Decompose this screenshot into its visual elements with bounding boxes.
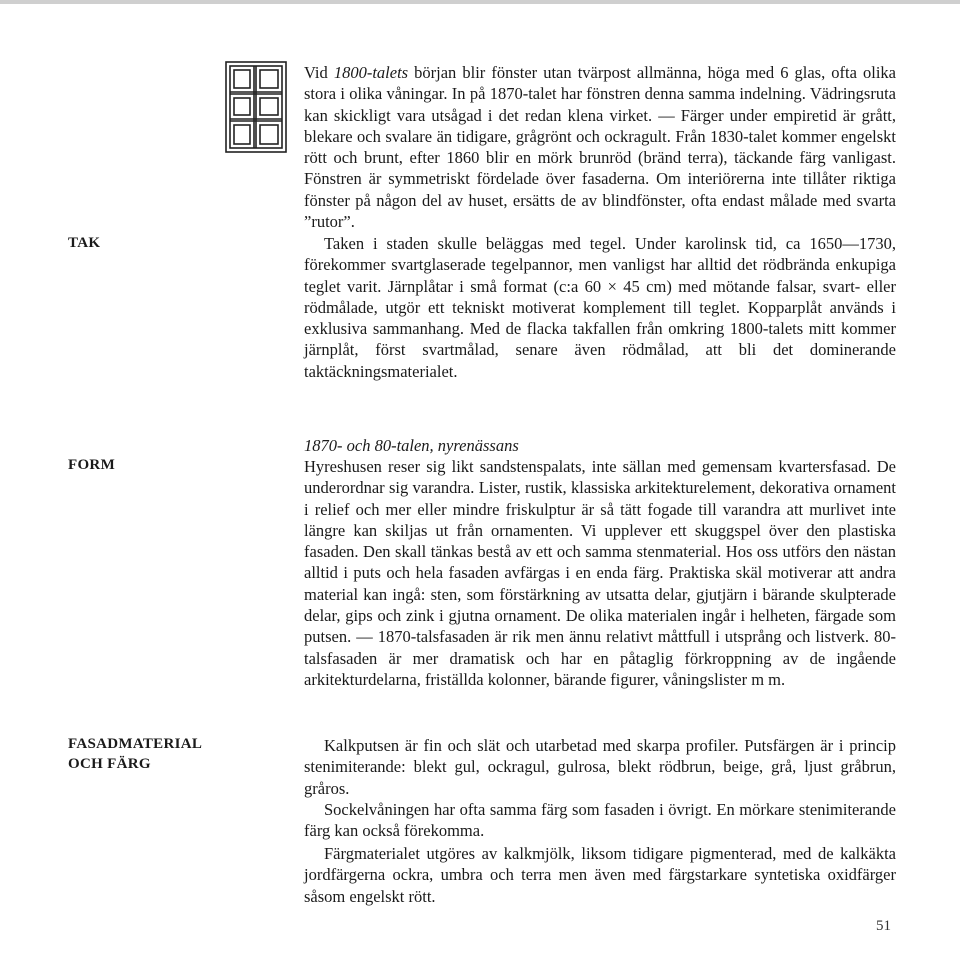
section-label-tak: TAK [68, 235, 101, 251]
six-pane-window-icon [225, 61, 287, 158]
section-label-fasadmaterial [68, 734, 202, 774]
section-label-form: FORM [68, 457, 116, 473]
paragraph-base: Sockelvåningen har ofta samma färg som fasaden i övrigt. En mörkare stenimiterande färg kan också förekomma. [304, 800, 896, 841]
top-border [0, 0, 960, 4]
paragraph-plaster: Kalkputsen är fin och slät och utarbetad med skarpa profiler. Putsfärgen är i princip stenimiterande: blekt gul, ockragul, gulrosa, blekt rödbrun, beige, grå, ljust gråbrun, gråros. [304, 736, 896, 798]
section-label-line-2: OCH FÄRG [68, 756, 151, 772]
paragraph-paint-material: Färgmaterialet utgöres av kalkmjölk, liksom tidigare pigmenterad, med de kalkäkta jordfärgerna ockra, umbra och terra men även med färgstarkare syntetiska oxidfärger såsom engelskt rött. [304, 844, 896, 906]
paragraph-body: början blir fönster utan tvärpost allmänna, höga med 6 glas, ofta olika stora i olika våningar. In på 1870-talet har fönstren denna samma indelning. Vädringsruta kan skickligt vara utsågad i det redan klena virket. — Färger under empiretid är grått, blekare och svalare än tidigare, grågrönt och ockragult. Från 1830-talet kommer engelskt rött och brunt, efter 1860 blir en mörk brunröd (bränd terra), täckande färg vanligast. Fönstren är symmetriskt fördelade över fasaderna. Om interiörerna inte tillåter riktiga fönster på någon del av huset, ersätts de av blindfönster, ofta endast målade med svarta ”rutor”. [304, 63, 896, 232]
section-heading: 1870- och 80-talen, nyrenässans [304, 436, 519, 455]
section-label-line-1: FASADMATERIAL [68, 736, 203, 752]
italic-term: 1800-talets [333, 63, 409, 82]
paragraph-roofs: Taken i staden skulle beläggas med tegel. Under karolinsk tid, ca 1650—1730, förekommer svartglaserade tegelpannor, men vanligst har alltid det rödbrända enkupiga teglet varit. Järnplåtar i små format (c:a 60 × 45 cm) med mötande falsar, svart- eller rödmålade, utgör ett tekniskt motiverat komplement till teglet. Kopparplåt används i exklusiva sammanhang. Med de flacka takfallen från omkring 1800-talets mitt kommer järnplåt, först svartmålad, senare även rödmålad, att bli det dominerande taktäckningsmaterialet. [304, 234, 896, 381]
paragraph-form: Hyreshusen reser sig likt sandstenspalats, inte sällan med gemensam kvartersfasad. De underordnar sig varandra. Lister, rustik, klassiska arkitekturelement, dekorativa ornament i relief och mer eller mindre friskulptur är så tätt fogade till varandra att murlivet inte längre kan skiljas ut från ornamenten. Vi upplever ett skuggspel över den plastiska fasaden. Den skall tänkas bestå av ett och samma stenmaterial. Hos oss utförs den nästan alltid i puts och hela fasaden avfärgas i en enda färg. Praktiska skäl motiverar att andra material kan ingå: sten, som förstärkning av utsatta delar, gjutjärn i bärande skulpterade delar, gips och zink i gjutna ornament. De olika materialen ingår i helheten, färgade som putsen. — 1870-talsfasaden är rik men ännu relativt måttfull i utsprång och listverk. 80-talsfasaden är mer dramatisk och har en påtaglig förkroppning av de ingående arkitekturdelarna, friställda kolonner, bärande figurer, våningslister m m. [304, 457, 896, 689]
paragraph-lead: Vid [304, 63, 334, 82]
paragraph-windows [304, 62, 896, 232]
page-number: 51 [876, 918, 891, 934]
